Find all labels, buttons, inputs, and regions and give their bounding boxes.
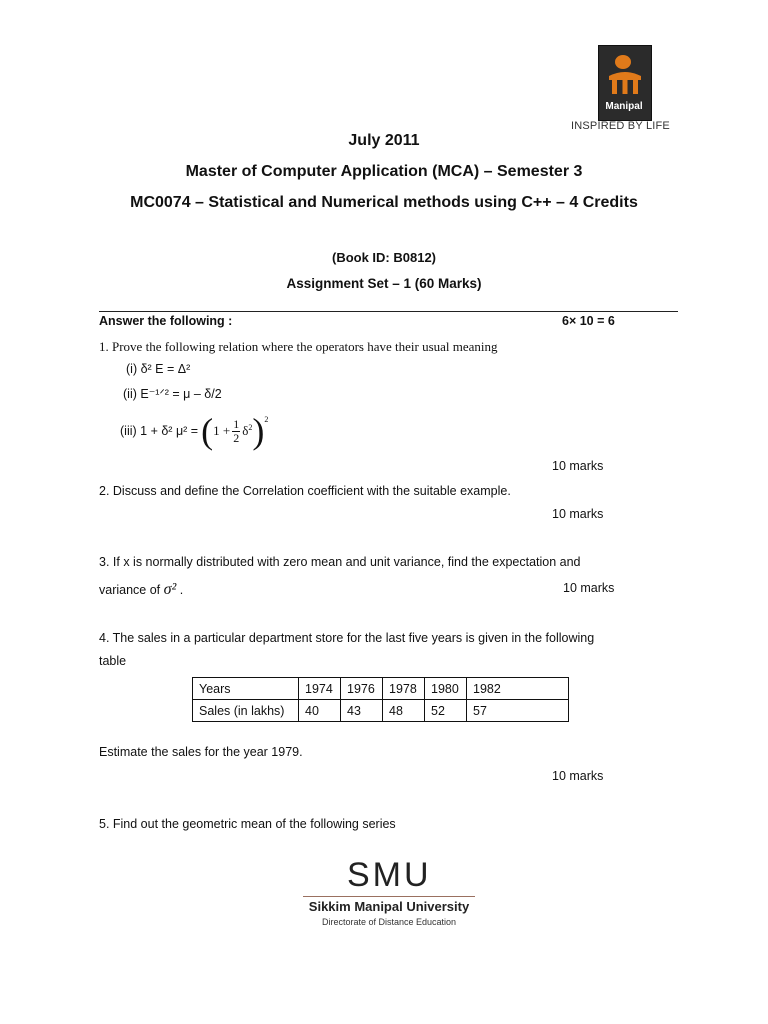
q2-text: 2. Discuss and define the Correlation coefficient with the suitable example.: [99, 484, 511, 498]
instructions-label: Answer the following :: [99, 314, 233, 328]
q4-marks: 10 marks: [552, 769, 604, 783]
table-cell: 43: [341, 700, 383, 722]
q1-iii-rhs: ( 1 + $\frac{1}{2}$ $\delta^2$ ) 2: [201, 411, 269, 451]
table-cell: 57: [467, 700, 569, 722]
q3-text2: variance of σ² .: [99, 581, 184, 598]
q1-iii-lhs: 1 + δ² μ² =: [140, 424, 199, 438]
q1-ii-expr: E⁻¹ᐟ² = μ – δ/2: [140, 387, 222, 401]
q1-iii: [120, 408, 268, 454]
q4-estimate: Estimate the sales for the year 1979.: [99, 745, 303, 759]
q1-marks: 10 marks: [552, 459, 604, 473]
table-cell: 1974: [299, 678, 341, 700]
q3-variance-label: variance of: [99, 583, 161, 597]
table-cell: 1976: [341, 678, 383, 700]
table-cell: 40: [299, 700, 341, 722]
q1-iii-label: (iii): [120, 424, 137, 438]
table-cell: 52: [425, 700, 467, 722]
smu-logo-text: SMU: [347, 856, 432, 894]
q3-text: 3. If x is normally distributed with zero mean and unit variance, find the expectation and: [99, 555, 581, 569]
q2-marks: 10 marks: [552, 507, 604, 521]
q3-sigma-symbol: σ²: [163, 581, 177, 598]
instructions-scoring: 6× 10 = 6: [562, 314, 615, 328]
table-cell: 1978: [383, 678, 425, 700]
q1-ii: [123, 386, 222, 401]
table-cell: 1980: [425, 678, 467, 700]
q1-ii-label: (ii): [123, 387, 137, 401]
table-cell: 48: [383, 700, 425, 722]
book-id: (Book ID: B0812): [331, 250, 437, 265]
logo-tagline: INSPIRED BY LIFE: [571, 120, 670, 132]
sales-table: [192, 677, 569, 722]
table-row: [193, 700, 569, 722]
divider: [99, 311, 678, 312]
logo-wordmark: Manipal: [605, 101, 643, 112]
university-name: Sikkim Manipal University: [308, 899, 470, 914]
q1-text: 1. Prove the following relation where the operators have their usual meaning: [99, 339, 498, 354]
table-cell: Years: [193, 678, 299, 700]
program-title: Master of Computer Application (MCA) – Semester 3: [185, 163, 583, 180]
table-cell: 1982: [467, 678, 569, 700]
q1-i-label: (i): [126, 362, 138, 376]
q3-marks: 10 marks: [563, 581, 615, 595]
q1-i-expr: δ² E = Δ²: [140, 362, 191, 376]
university-department: Directorate of Distance Education: [321, 917, 457, 927]
course-title: MC0074 – Statistical and Numerical methods using C++ – 4 Credits: [130, 194, 638, 211]
table-row: [193, 678, 569, 700]
q5-text: 5. Find out the geometric mean of the following series: [99, 817, 396, 831]
q4-text: 4. The sales in a particular department store for the last five years is given in the following: [99, 631, 595, 645]
smu-divider: [303, 896, 475, 897]
assignment-title: Assignment Set – 1 (60 Marks): [286, 276, 482, 291]
q4-text2: table: [99, 654, 127, 668]
table-cell: Sales (in lakhs): [193, 700, 299, 722]
q1-i: [126, 362, 190, 376]
exam-date: July 2011: [348, 132, 420, 149]
